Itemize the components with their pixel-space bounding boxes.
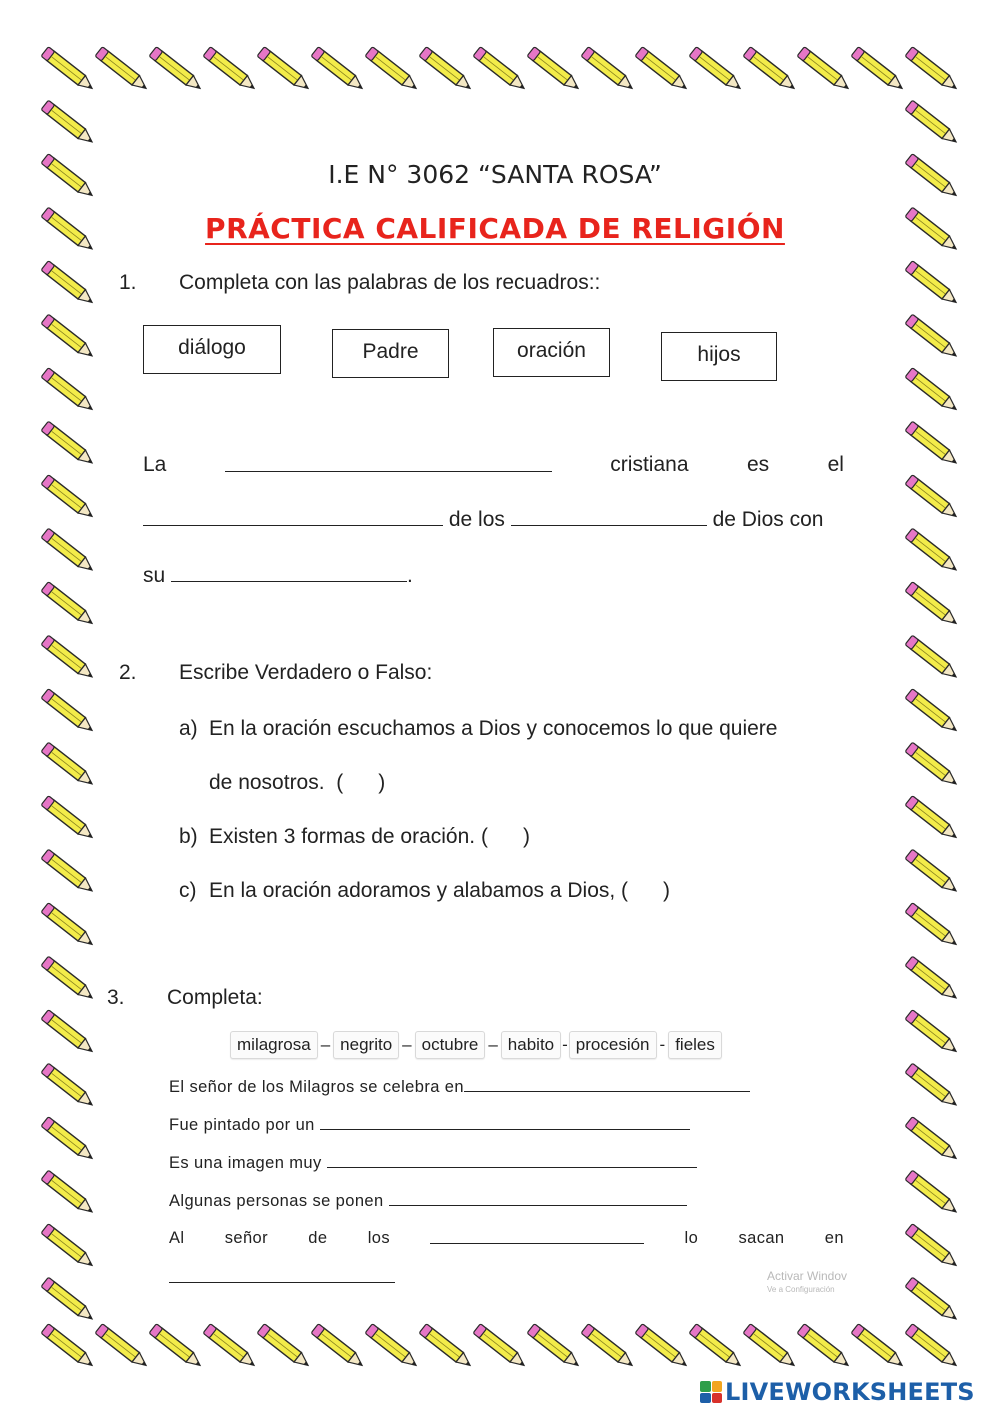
pencil-icon — [905, 582, 960, 629]
pencil-icon — [41, 742, 96, 789]
separator: - — [659, 1035, 666, 1054]
pencil-icon — [41, 100, 96, 147]
pencil-icon — [905, 47, 960, 94]
q2-item-c-letter: c) — [179, 879, 197, 902]
pencil-icon — [905, 1277, 960, 1324]
pencil-icon — [41, 689, 96, 736]
q3-text: El señor de los Milagros se celebra en — [169, 1078, 464, 1096]
q3-text: los — [367, 1229, 391, 1247]
pencil-icon — [581, 47, 636, 94]
pencil-icon — [635, 47, 690, 94]
q3-line-3 — [169, 1153, 697, 1173]
pencil-icon — [41, 528, 96, 575]
pencil-icon — [41, 47, 96, 94]
pencil-icon — [905, 635, 960, 682]
q3-text: Al — [169, 1229, 185, 1247]
pencil-icon — [95, 1324, 150, 1371]
q3-number: 3. — [107, 986, 125, 1009]
chip-procesion[interactable]: procesión — [569, 1031, 657, 1059]
q1-text: es — [746, 453, 770, 476]
pencil-icon — [473, 1324, 528, 1371]
q3-line-1 — [169, 1077, 750, 1097]
q2-number: 2. — [119, 661, 137, 684]
pencil-icon — [905, 368, 960, 415]
q1-text: . — [407, 564, 413, 587]
q1-text: su — [143, 564, 166, 587]
word-box-dialogo[interactable]: diálogo — [143, 325, 281, 374]
pencil-icon — [905, 314, 960, 361]
watermark-line-2: Ve a Configuración — [767, 1285, 835, 1294]
q3-text: lo — [684, 1229, 699, 1247]
word-bank — [230, 1030, 722, 1060]
pencil-icon — [905, 1010, 960, 1057]
pencil-icon — [203, 1324, 258, 1371]
pencil-icon — [41, 475, 96, 522]
q3-line-2 — [169, 1115, 690, 1135]
pencil-icon — [527, 47, 582, 94]
pencil-icon — [41, 261, 96, 308]
q2-item-a-text-cont[interactable]: de nosotros. ( ) — [209, 771, 386, 794]
pencil-icon — [257, 1324, 312, 1371]
q2-item-b-text[interactable]: Existen 3 formas de oración. ( ) — [209, 825, 530, 848]
blank-input[interactable] — [430, 1229, 644, 1244]
pencil-icon — [905, 475, 960, 522]
pencil-icon — [257, 47, 312, 94]
chip-milagrosa[interactable]: milagrosa — [230, 1031, 318, 1059]
pencil-icon — [905, 689, 960, 736]
pencil-icon — [905, 849, 960, 896]
pencil-icon — [311, 1324, 366, 1371]
pencil-icon — [905, 1117, 960, 1164]
q3-text: Algunas personas se ponen — [169, 1192, 384, 1210]
pencil-icon — [743, 1324, 798, 1371]
pencil-icon — [689, 47, 744, 94]
q3-instruction: Completa: — [167, 986, 263, 1009]
blank-input[interactable] — [464, 1077, 750, 1092]
q1-sentence-line-2 — [143, 507, 823, 532]
blank-input[interactable] — [143, 507, 443, 526]
pencil-icon — [905, 1324, 960, 1371]
q3-text: Es una imagen muy — [169, 1154, 322, 1172]
lw-badge-icon — [700, 1381, 722, 1403]
pencil-icon — [797, 1324, 852, 1371]
q1-text: La — [143, 453, 167, 476]
pencil-icon — [905, 528, 960, 575]
pencil-icon — [905, 903, 960, 950]
pencil-icon — [905, 421, 960, 468]
blank-input[interactable] — [225, 453, 552, 472]
pencil-icon — [95, 47, 150, 94]
pencil-icon — [41, 421, 96, 468]
q1-sentence-line-3 — [143, 563, 413, 588]
pencil-icon — [473, 47, 528, 94]
pencil-icon — [905, 1063, 960, 1110]
q1-text: cristiana — [610, 453, 689, 476]
pencil-icon — [311, 47, 366, 94]
pencil-icon — [41, 635, 96, 682]
word-box-hijos[interactable]: hijos — [661, 332, 777, 381]
watermark-line-1: Activar Windov — [767, 1269, 848, 1283]
q3-line-6 — [169, 1268, 395, 1288]
blank-input[interactable] — [327, 1153, 697, 1168]
q1-number: 1. — [119, 271, 137, 294]
q1-instruction: Completa con las palabras de los recuadros:: — [179, 271, 601, 294]
q3-line-5 — [169, 1229, 844, 1248]
pencil-icon — [905, 100, 960, 147]
pencil-icon — [149, 47, 204, 94]
pencil-icon — [689, 1324, 744, 1371]
pencil-icon — [905, 742, 960, 789]
pencil-icon — [797, 47, 852, 94]
q1-text: de los — [448, 508, 505, 531]
pencil-icon — [41, 1117, 96, 1164]
pencil-icon — [851, 47, 906, 94]
q3-text: en — [824, 1229, 844, 1247]
separator: – — [320, 1035, 331, 1054]
q2-item-c-text[interactable]: En la oración adoramos y alabamos a Dios, ( ) — [209, 879, 671, 902]
pencil-icon — [41, 368, 96, 415]
chip-fieles[interactable]: fieles — [668, 1031, 722, 1059]
activate-windows-watermark — [767, 1269, 847, 1297]
q3-line-4 — [169, 1191, 687, 1211]
liveworksheets-logo[interactable] — [700, 1378, 975, 1406]
q3-text: Fue pintado por un — [169, 1116, 315, 1134]
pencil-icon — [365, 1324, 420, 1371]
pencil-icon — [41, 849, 96, 896]
q1-text: de Dios con — [712, 508, 824, 531]
pencil-icon — [905, 1224, 960, 1271]
pencil-icon — [41, 956, 96, 1003]
blank-input[interactable] — [320, 1115, 690, 1130]
q2-item-a-letter: a) — [179, 717, 198, 740]
blank-input[interactable] — [511, 507, 707, 526]
chip-habito[interactable]: habito — [501, 1031, 561, 1059]
pencil-icon — [41, 1224, 96, 1271]
blank-input[interactable] — [389, 1191, 687, 1206]
q1-text: el — [827, 453, 844, 476]
pencil-icon — [905, 261, 960, 308]
q3-text: sacan — [738, 1229, 785, 1247]
separator: – — [488, 1035, 498, 1054]
q2-item-a-text: En la oración escuchamos a Dios y conocemos lo que quiere — [209, 717, 778, 740]
page-title: PRÁCTICA CALIFICADA DE RELIGIÓN — [205, 212, 785, 245]
pencil-icon — [527, 1324, 582, 1371]
q3-text: señor — [224, 1229, 269, 1247]
pencil-icon — [41, 796, 96, 843]
school-name: I.E N° 3062 “SANTA ROSA” — [328, 160, 662, 189]
q2-item-b-letter: b) — [179, 825, 198, 848]
brand-name: LIVEWORKSHEETS — [725, 1378, 975, 1406]
pencil-icon — [419, 1324, 474, 1371]
q3-text: de — [308, 1229, 328, 1247]
pencil-icon — [365, 47, 420, 94]
pencil-icon — [905, 956, 960, 1003]
pencil-icon — [149, 1324, 204, 1371]
chip-negrito[interactable]: negrito — [333, 1031, 399, 1059]
pencil-icon — [41, 1010, 96, 1057]
blank-input[interactable] — [171, 563, 407, 582]
pencil-icon — [743, 47, 798, 94]
separator: - — [562, 1035, 568, 1054]
pencil-icon — [635, 1324, 690, 1371]
pencil-icon — [41, 1063, 96, 1110]
pencil-icon — [41, 1277, 96, 1324]
pencil-icon — [905, 1170, 960, 1217]
blank-input[interactable] — [169, 1268, 395, 1283]
pencil-icon — [41, 314, 96, 361]
pencil-icon — [851, 1324, 906, 1371]
pencil-icon — [41, 903, 96, 950]
pencil-icon — [41, 582, 96, 629]
pencil-icon — [203, 47, 258, 94]
separator: – — [402, 1035, 412, 1054]
pencil-icon — [905, 796, 960, 843]
word-box-padre[interactable]: Padre — [332, 329, 449, 378]
pencil-icon — [41, 1170, 96, 1217]
pencil-icon — [581, 1324, 636, 1371]
word-box-oracion[interactable]: oración — [493, 328, 610, 377]
pencil-icon — [419, 47, 474, 94]
q1-sentence-line-1 — [143, 453, 844, 477]
pencil-icon — [41, 1324, 96, 1371]
q2-instruction: Escribe Verdadero o Falso: — [179, 661, 433, 684]
chip-octubre[interactable]: octubre — [415, 1031, 486, 1059]
